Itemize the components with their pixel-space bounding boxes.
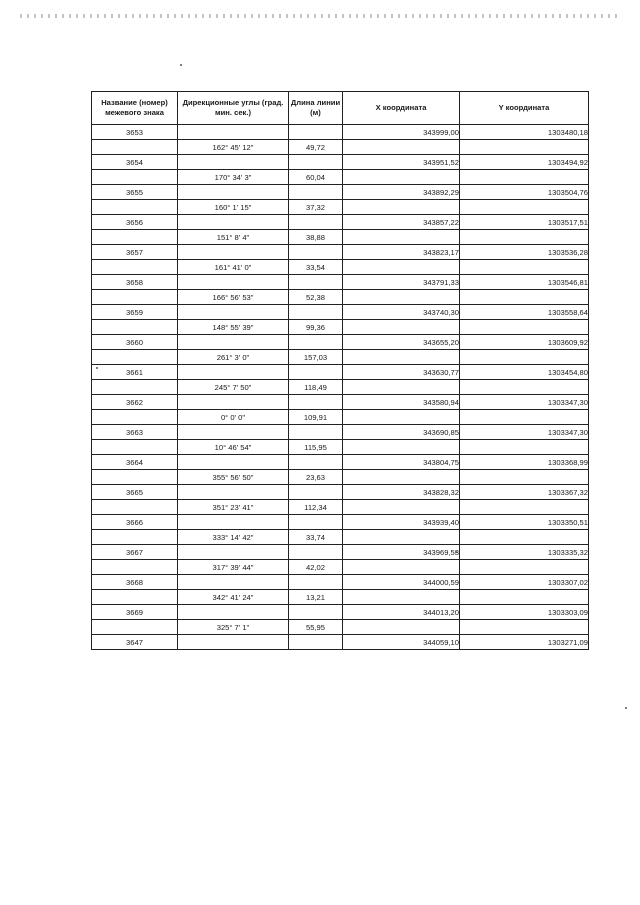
cell-name: 3657	[92, 245, 178, 260]
table-row-segment	[92, 350, 589, 365]
table-row-segment	[92, 170, 589, 185]
cell-x	[343, 620, 460, 635]
cell-angle	[178, 515, 289, 530]
cell-y: 1303504,76	[460, 185, 589, 200]
cell-x: 343823,17	[343, 245, 460, 260]
cell-angle	[178, 335, 289, 350]
cell-y	[460, 200, 589, 215]
table-row-segment	[92, 260, 589, 275]
cell-y	[460, 410, 589, 425]
cell-x: 343951,52	[343, 155, 460, 170]
cell-name: 3663	[92, 425, 178, 440]
cell-angle	[178, 455, 289, 470]
cell-x	[343, 470, 460, 485]
cell-x: 343580,94	[343, 395, 460, 410]
cell-name	[92, 200, 178, 215]
cell-x	[343, 170, 460, 185]
cell-name	[92, 380, 178, 395]
cell-y	[460, 470, 589, 485]
cell-y	[460, 530, 589, 545]
boundary-coordinates-table	[91, 91, 589, 650]
cell-x: 344059,10	[343, 635, 460, 650]
cell-angle: 166° 56' 53"	[178, 290, 289, 305]
cell-length	[289, 215, 343, 230]
scan-dot	[180, 64, 182, 66]
table-row-segment	[92, 320, 589, 335]
cell-angle: 351° 23' 41"	[178, 500, 289, 515]
cell-y	[460, 590, 589, 605]
cell-length: 52,38	[289, 290, 343, 305]
cell-name	[92, 410, 178, 425]
cell-length: 49,72	[289, 140, 343, 155]
cell-length	[289, 455, 343, 470]
cell-angle	[178, 485, 289, 500]
cell-y: 1303271,09	[460, 635, 589, 650]
table-row-segment	[92, 560, 589, 575]
cell-angle: 317° 39' 44"	[178, 560, 289, 575]
cell-y	[460, 380, 589, 395]
cell-length	[289, 425, 343, 440]
cell-length	[289, 335, 343, 350]
cell-length: 118,49	[289, 380, 343, 395]
cell-angle: 325° 7' 1"	[178, 620, 289, 635]
cell-name	[92, 140, 178, 155]
table-row-segment	[92, 410, 589, 425]
cell-length	[289, 275, 343, 290]
cell-y	[460, 170, 589, 185]
table-row-point	[92, 545, 589, 560]
cell-name: 3668	[92, 575, 178, 590]
cell-y: 1303454,80	[460, 365, 589, 380]
cell-x: 343969,53	[343, 545, 460, 560]
table-row-point	[92, 575, 589, 590]
cell-length: 55,95	[289, 620, 343, 635]
cell-name: 3662	[92, 395, 178, 410]
table-row-point	[92, 425, 589, 440]
cell-x	[343, 140, 460, 155]
cell-x: 343740,30	[343, 305, 460, 320]
table-row-point	[92, 305, 589, 320]
cell-y	[460, 320, 589, 335]
cell-name	[92, 440, 178, 455]
cell-y: 1303536,28	[460, 245, 589, 260]
cell-x	[343, 380, 460, 395]
cell-name	[92, 620, 178, 635]
cell-x: 343804,75	[343, 455, 460, 470]
cell-length: 33,74	[289, 530, 343, 545]
cell-name: 3656	[92, 215, 178, 230]
header-name: Название (номер) межевого знака	[92, 92, 178, 125]
cell-length: 60,04	[289, 170, 343, 185]
cell-y	[460, 620, 589, 635]
table-row-segment	[92, 620, 589, 635]
cell-length	[289, 485, 343, 500]
cell-angle	[178, 635, 289, 650]
cell-length	[289, 125, 343, 140]
cell-angle: 333° 14' 42"	[178, 530, 289, 545]
cell-angle	[178, 245, 289, 260]
cell-x: 343690,85	[343, 425, 460, 440]
cell-y: 1303558,64	[460, 305, 589, 320]
table-row-point	[92, 185, 589, 200]
cell-angle: 160° 1' 15"	[178, 200, 289, 215]
cell-name: 3647	[92, 635, 178, 650]
cell-length	[289, 365, 343, 380]
cell-y: 1303307,02	[460, 575, 589, 590]
cell-angle: 151° 8' 4"	[178, 230, 289, 245]
cell-x: 343892,29	[343, 185, 460, 200]
cell-angle: 10° 46' 54"	[178, 440, 289, 455]
cell-angle	[178, 155, 289, 170]
cell-angle	[178, 305, 289, 320]
cell-length	[289, 245, 343, 260]
cell-angle	[178, 545, 289, 560]
cell-y: 1303609,92	[460, 335, 589, 350]
cell-angle: 342° 41' 24"	[178, 590, 289, 605]
cell-length: 33,54	[289, 260, 343, 275]
table-row-segment	[92, 590, 589, 605]
cell-y	[460, 350, 589, 365]
table-row-point	[92, 395, 589, 410]
table-row-point	[92, 365, 589, 380]
cell-x	[343, 440, 460, 455]
cell-y	[460, 260, 589, 275]
cell-name	[92, 560, 178, 575]
cell-length	[289, 575, 343, 590]
cell-length: 112,34	[289, 500, 343, 515]
cell-length	[289, 185, 343, 200]
cell-angle	[178, 605, 289, 620]
cell-name	[92, 590, 178, 605]
cell-name	[92, 320, 178, 335]
table-body	[92, 125, 589, 650]
cell-angle: 161° 41' 0"	[178, 260, 289, 275]
table-row-segment	[92, 140, 589, 155]
cell-angle: 170° 34' 3"	[178, 170, 289, 185]
cell-angle	[178, 125, 289, 140]
table-row-point	[92, 125, 589, 140]
table-row-segment	[92, 530, 589, 545]
cell-x	[343, 590, 460, 605]
cell-length	[289, 155, 343, 170]
table-row-segment	[92, 290, 589, 305]
cell-x	[343, 350, 460, 365]
cell-x	[343, 200, 460, 215]
cell-angle	[178, 215, 289, 230]
cell-angle: 355° 56' 50"	[178, 470, 289, 485]
table-row-point	[92, 155, 589, 170]
cell-angle	[178, 395, 289, 410]
cell-y: 1303368,99	[460, 455, 589, 470]
cell-x: 344000,59	[343, 575, 460, 590]
table-row-point	[92, 635, 589, 650]
cell-x	[343, 230, 460, 245]
cell-x	[343, 560, 460, 575]
cell-length	[289, 635, 343, 650]
cell-y: 1303350,51	[460, 515, 589, 530]
cell-length	[289, 305, 343, 320]
cell-angle	[178, 275, 289, 290]
cell-name	[92, 530, 178, 545]
cell-name: 3653	[92, 125, 178, 140]
cell-angle: 0° 0' 0"	[178, 410, 289, 425]
cell-length: 42,02	[289, 560, 343, 575]
cell-y	[460, 140, 589, 155]
table-header-row	[92, 92, 589, 125]
table-row-segment	[92, 500, 589, 515]
table-row-point	[92, 455, 589, 470]
cell-y	[460, 290, 589, 305]
table-row-point	[92, 485, 589, 500]
cell-length: 109,91	[289, 410, 343, 425]
cell-angle: 261° 3' 0"	[178, 350, 289, 365]
cell-name: 3655	[92, 185, 178, 200]
cell-length: 23,63	[289, 470, 343, 485]
cell-length: 99,36	[289, 320, 343, 335]
cell-x	[343, 260, 460, 275]
cell-length: 37,32	[289, 200, 343, 215]
cell-y: 1303335,32	[460, 545, 589, 560]
header-angle: Дирекционные углы (град. мин. сек.)	[178, 92, 289, 125]
cell-x: 343791,33	[343, 275, 460, 290]
cell-length	[289, 605, 343, 620]
cell-x: 343630,77	[343, 365, 460, 380]
cell-length	[289, 515, 343, 530]
cell-name: 3666	[92, 515, 178, 530]
cell-x: 343828,32	[343, 485, 460, 500]
cell-y: 1303347,30	[460, 425, 589, 440]
scan-dot	[625, 707, 627, 709]
cell-x: 343857,22	[343, 215, 460, 230]
cell-name: 3661	[92, 365, 178, 380]
cell-name: 3669	[92, 605, 178, 620]
cell-name: 3664	[92, 455, 178, 470]
cell-name	[92, 500, 178, 515]
cell-name: 3654	[92, 155, 178, 170]
cell-length: 38,88	[289, 230, 343, 245]
scan-noise-top	[20, 14, 620, 18]
cell-x: 343655,20	[343, 335, 460, 350]
table-row-point	[92, 335, 589, 350]
cell-length: 157,03	[289, 350, 343, 365]
cell-length: 13,21	[289, 590, 343, 605]
cell-length	[289, 395, 343, 410]
cell-angle	[178, 425, 289, 440]
cell-angle: 245° 7' 50"	[178, 380, 289, 395]
table-row-segment	[92, 230, 589, 245]
cell-x	[343, 290, 460, 305]
cell-x	[343, 320, 460, 335]
header-y: Y координата	[460, 92, 589, 125]
table-row-point	[92, 275, 589, 290]
cell-x: 343939,40	[343, 515, 460, 530]
cell-y: 1303546,81	[460, 275, 589, 290]
table-row-segment	[92, 380, 589, 395]
table-row-segment	[92, 440, 589, 455]
cell-name	[92, 290, 178, 305]
cell-length	[289, 545, 343, 560]
cell-y	[460, 560, 589, 575]
cell-x: 343999,00	[343, 125, 460, 140]
cell-angle: 148° 55' 39"	[178, 320, 289, 335]
cell-y: 1303494,92	[460, 155, 589, 170]
cell-y: 1303480,18	[460, 125, 589, 140]
cell-y: 1303367,32	[460, 485, 589, 500]
cell-y: 1303347,30	[460, 395, 589, 410]
cell-y	[460, 500, 589, 515]
cell-length: 115,95	[289, 440, 343, 455]
cell-name: 3667	[92, 545, 178, 560]
cell-name	[92, 350, 178, 365]
cell-angle	[178, 185, 289, 200]
table-row-segment	[92, 470, 589, 485]
cell-angle	[178, 575, 289, 590]
table-row-point	[92, 605, 589, 620]
table-row-point	[92, 515, 589, 530]
cell-x: 344013,20	[343, 605, 460, 620]
cell-angle	[178, 365, 289, 380]
cell-y	[460, 230, 589, 245]
cell-y: 1303517,51	[460, 215, 589, 230]
cell-angle: 162° 45' 12"	[178, 140, 289, 155]
cell-x	[343, 530, 460, 545]
cell-name	[92, 230, 178, 245]
header-x: X координата	[343, 92, 460, 125]
table-row-point	[92, 215, 589, 230]
cell-y	[460, 440, 589, 455]
cell-x	[343, 500, 460, 515]
cell-name	[92, 170, 178, 185]
cell-y: 1303303,09	[460, 605, 589, 620]
cell-name	[92, 260, 178, 275]
cell-name: 3659	[92, 305, 178, 320]
cell-name: 3658	[92, 275, 178, 290]
cell-name: 3660	[92, 335, 178, 350]
cell-x	[343, 410, 460, 425]
cell-name	[92, 470, 178, 485]
cell-name: 3665	[92, 485, 178, 500]
table-row-point	[92, 245, 589, 260]
table-row-segment	[92, 200, 589, 215]
header-length: Длина линии (м)	[289, 92, 343, 125]
